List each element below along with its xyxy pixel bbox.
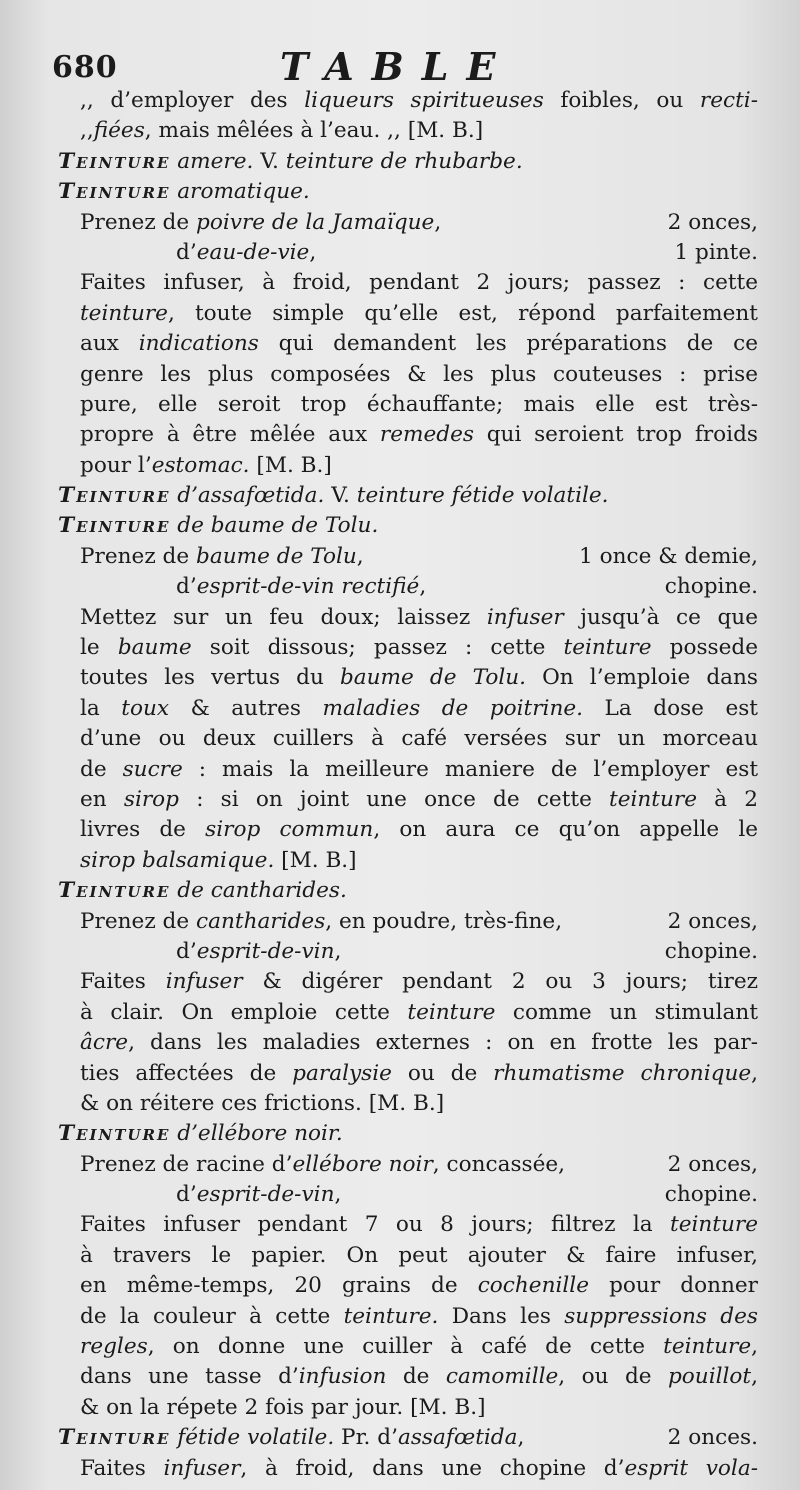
text-line: dans une tasse d’infusion de camomille, ou de pouillot, <box>80 1364 758 1390</box>
text-line: le baume soit dissous; passez : cette teinture possede <box>80 635 758 661</box>
text-line: propre à être mêlée aux remedes qui seroient trop froids <box>80 422 758 448</box>
text-line: ties affectées de paralysie ou de rhumatisme chronique, <box>80 1060 759 1086</box>
ingredient-quantity: chopine. <box>664 574 758 600</box>
text-line: pure, elle seroit trop échauffante; mais elle est très- <box>80 391 758 417</box>
running-title: TABLE <box>280 44 514 89</box>
text-line: & on réitere ces frictions. [M. B.] <box>80 1090 445 1116</box>
text-line: pour l’estomac. [M. B.] <box>80 452 332 478</box>
text-line: d’eau-de-vie, 1 pinte. <box>58 238 758 268</box>
text-line: Prenez de baume de Tolu, 1 once & demie, <box>58 542 758 572</box>
text-line: Mettez sur un feu doux; laissez infuser jusqu’à ce que <box>80 604 758 630</box>
text-line: en sirop : si on joint une once de cette teinture à 2 <box>80 786 758 812</box>
text-line: de la couleur à cette teinture. Dans les suppressions des <box>80 1303 758 1329</box>
page-body-text <box>58 86 758 1484</box>
ingredient-quantity: chopine. <box>664 938 758 964</box>
entry-heading: Teinture de cantharides. <box>58 878 347 904</box>
text-line: teinture, toute simple qu’elle est, répond parfaitement <box>80 300 758 326</box>
ingredient-quantity: 2 onces, <box>667 209 758 235</box>
entry-heading: Teinture d’ellébore noir. <box>58 1121 343 1147</box>
text-line: d’une ou deux cuillers à café versées sur un morceau <box>80 726 758 752</box>
text-line: & on la répete 2 fois par jour. [M. B.] <box>80 1394 486 1420</box>
text-line: Faites infuser, à froid, pendant 2 jours; passez : cette <box>80 270 758 296</box>
ingredient-quantity: 2 onces. <box>667 1425 758 1451</box>
text-line: à travers le papier. On peut ajouter & faire infuser, <box>80 1242 758 1268</box>
text-line: livres de sirop commun, on aura ce qu’on appelle le <box>80 817 759 843</box>
text-line: genre les plus composées & les plus couteuses : prise <box>80 361 758 387</box>
text-line: ,, d’employer des liqueurs spiritueuses foibles, ou recti- <box>80 88 758 113</box>
text-line: toutes les vertus du baume de Tolu. On l’emploie dans <box>80 665 759 691</box>
text-line: la toux & autres maladies de poitrine. La dose est <box>80 695 758 721</box>
entry-heading: Teinture fétide volatile. Pr. d’assafœtida, 2 onces. <box>58 1423 758 1453</box>
text-line: Prenez de poivre de la Jamaïque, 2 onces, <box>58 208 758 238</box>
ingredient-quantity: 1 pinte. <box>674 239 758 265</box>
ingredient-quantity: 2 onces, <box>667 908 758 934</box>
text-line: ,,fiées, mais mêlées à l’eau. ,, [M. B.] <box>80 118 484 144</box>
text-line: Faites infuser, à froid, dans une chopine d’esprit vola- <box>80 1455 759 1481</box>
text-line: regles, on donne une cuiller à café de cette teinture, <box>80 1334 758 1360</box>
text-line: de sucre : mais la meilleure maniere de l’employer est <box>80 756 759 782</box>
ingredient-quantity: chopine. <box>664 1182 758 1208</box>
page-header <box>0 44 800 89</box>
text-line: d’esprit-de-vin, chopine. <box>58 1180 758 1210</box>
entry-heading: Teinture amere. V. teinture de rhubarbe. <box>58 148 523 174</box>
ingredient-quantity: 1 once & demie, <box>579 543 758 569</box>
text-line: d’esprit-de-vin rectifié, chopine. <box>58 572 758 602</box>
text-line: Prenez de cantharides, en poudre, très-fine, 2 onces, <box>58 907 758 937</box>
entry-heading: Teinture d’assafœtida. V. teinture fétide volatile. <box>58 483 609 509</box>
text-line: d’esprit-de-vin, chopine. <box>58 937 758 967</box>
text-line: sirop balsamique. [M. B.] <box>80 847 357 873</box>
entry-heading: Teinture de baume de Tolu. <box>58 513 379 539</box>
text-line: aux indications qui demandent les préparations de ce <box>80 331 758 357</box>
page-number: 680 <box>52 50 118 85</box>
text-line: en même-temps, 20 grains de cochenille pour donner <box>80 1273 758 1299</box>
ingredient-quantity: 2 onces, <box>667 1151 758 1177</box>
entry-heading: Teinture aromatique. <box>58 179 310 205</box>
text-line: Prenez de racine d’ellébore noir, concassée, 2 onces, <box>58 1150 758 1180</box>
text-line: Faites infuser pendant 7 ou 8 jours; filtrez la teinture <box>80 1212 758 1238</box>
text-line: Faites infuser & digérer pendant 2 ou 3 jours; tirez <box>80 969 758 995</box>
text-line: âcre, dans les maladies externes : on en frotte les par- <box>80 1030 758 1056</box>
text-line: à clair. On emploie cette teinture comme un stimulant <box>80 999 758 1025</box>
